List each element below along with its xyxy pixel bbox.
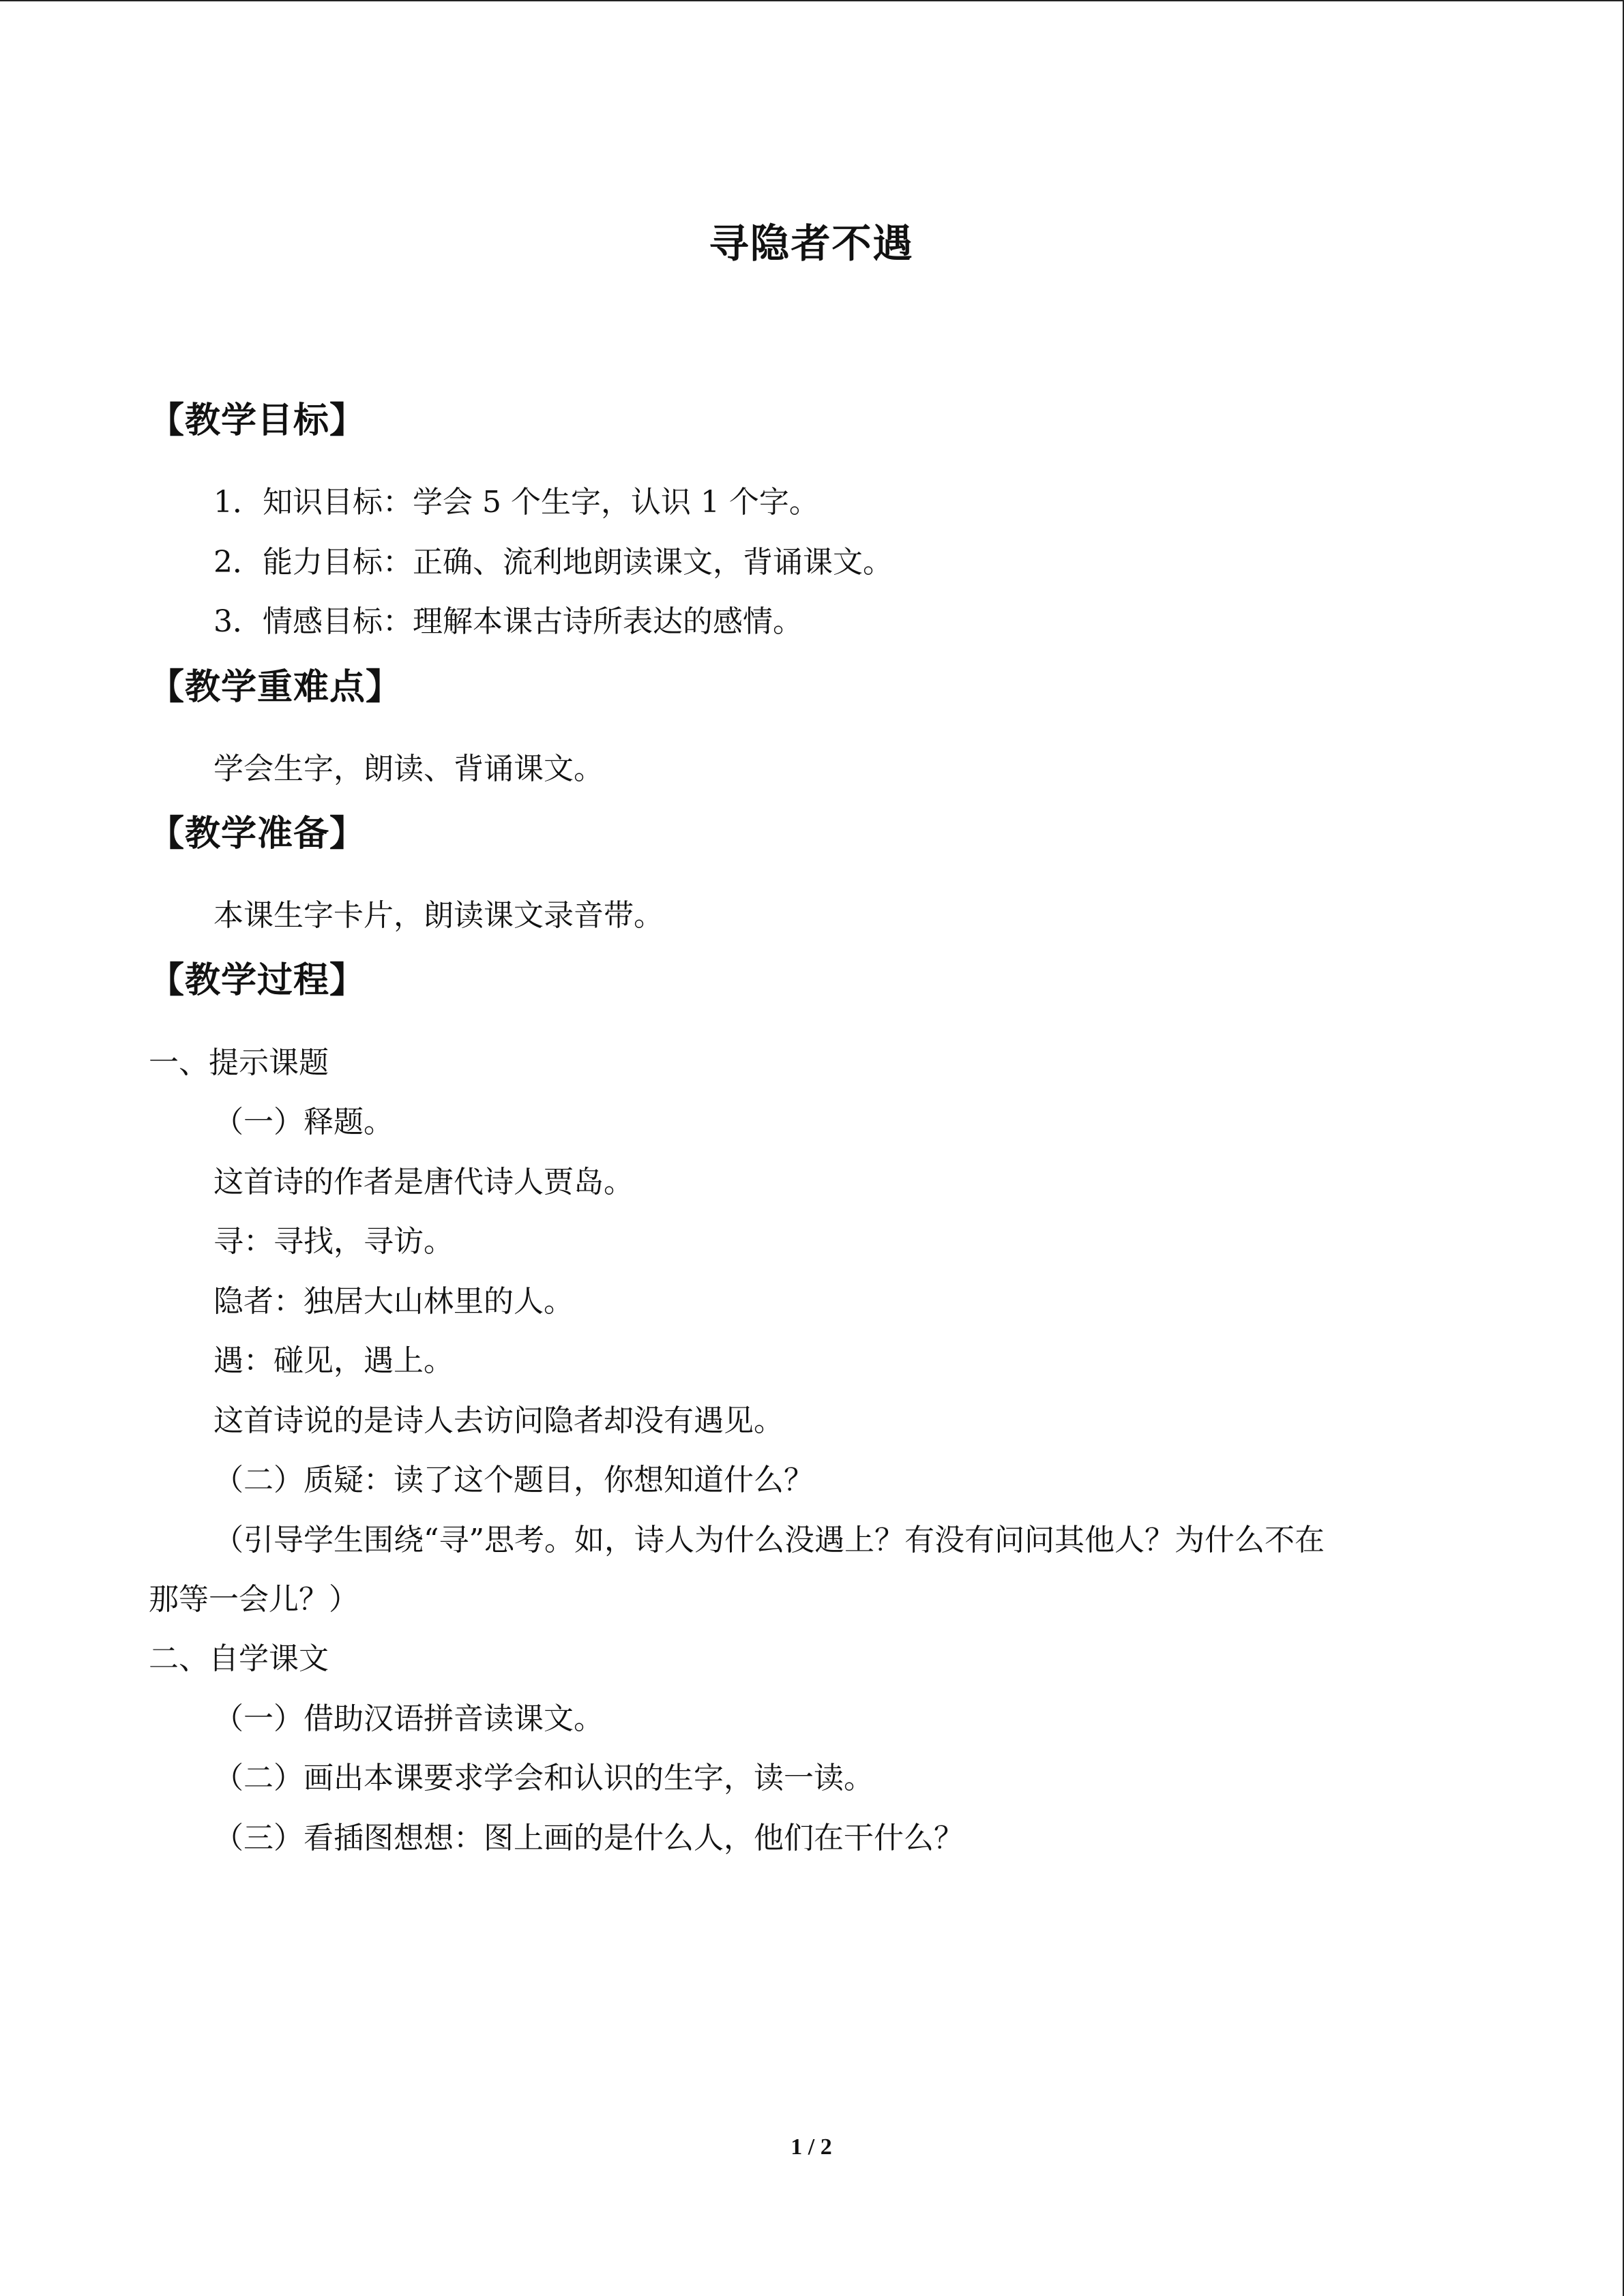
section-heading-key-points: 【教学重难点】	[149, 667, 402, 708]
section-heading-preparation: 【教学准备】	[149, 814, 366, 854]
process-part1-line: 寻：寻找，寻访。	[213, 1224, 454, 1259]
goal-item-3: 3．情感目标：理解本课古诗所表达的感情。	[213, 604, 803, 639]
goal-item-2: 2．能力目标：正确、流利地朗读课文，背诵课文。	[213, 545, 893, 580]
process-part1-line: 这首诗说的是诗人去访问隐者却没有遇见。	[213, 1403, 784, 1438]
page-number: 1 / 2	[791, 2134, 832, 2160]
process-part1-line: （引导学生围绕“寻”思考。如，诗人为什么没遇上？有没有问问其他人？为什么不在	[213, 1523, 1325, 1557]
section-heading-goals: 【教学目标】	[149, 400, 366, 441]
document-title: 寻隐者不遇	[709, 220, 914, 267]
preparation-text: 本课生字卡片，朗读课文录音带。	[213, 898, 664, 933]
key-points-text: 学会生字，朗读、背诵课文。	[213, 751, 604, 786]
process-part1-line: 隐者：独居大山林里的人。	[213, 1284, 574, 1319]
process-part1-line: 那等一会儿？）	[149, 1582, 359, 1617]
process-part2-line: （三）看插图想想：图上画的是什么人，他们在干什么？	[213, 1821, 964, 1855]
process-part2-label: 二、自学课文	[149, 1641, 329, 1676]
process-part2-line: （一）借助汉语拼音读课文。	[213, 1701, 604, 1736]
process-part1-line: 遇：碰见，遇上。	[213, 1343, 454, 1378]
process-part1-line: （一）释题。	[213, 1105, 394, 1139]
process-part2-line: （二）画出本课要求学会和认识的生字，读一读。	[213, 1761, 874, 1795]
process-part1-line: （二）质疑：读了这个题目，你想知道什么？	[213, 1463, 814, 1497]
process-part1-label: 一、提示课题	[149, 1045, 329, 1080]
process-part1-line: 这首诗的作者是唐代诗人贾岛。	[213, 1165, 634, 1199]
section-heading-process: 【教学过程】	[149, 960, 366, 1001]
goal-item-1: 1．知识目标：学会 5 个生字，认识 1 个字。	[213, 485, 819, 520]
